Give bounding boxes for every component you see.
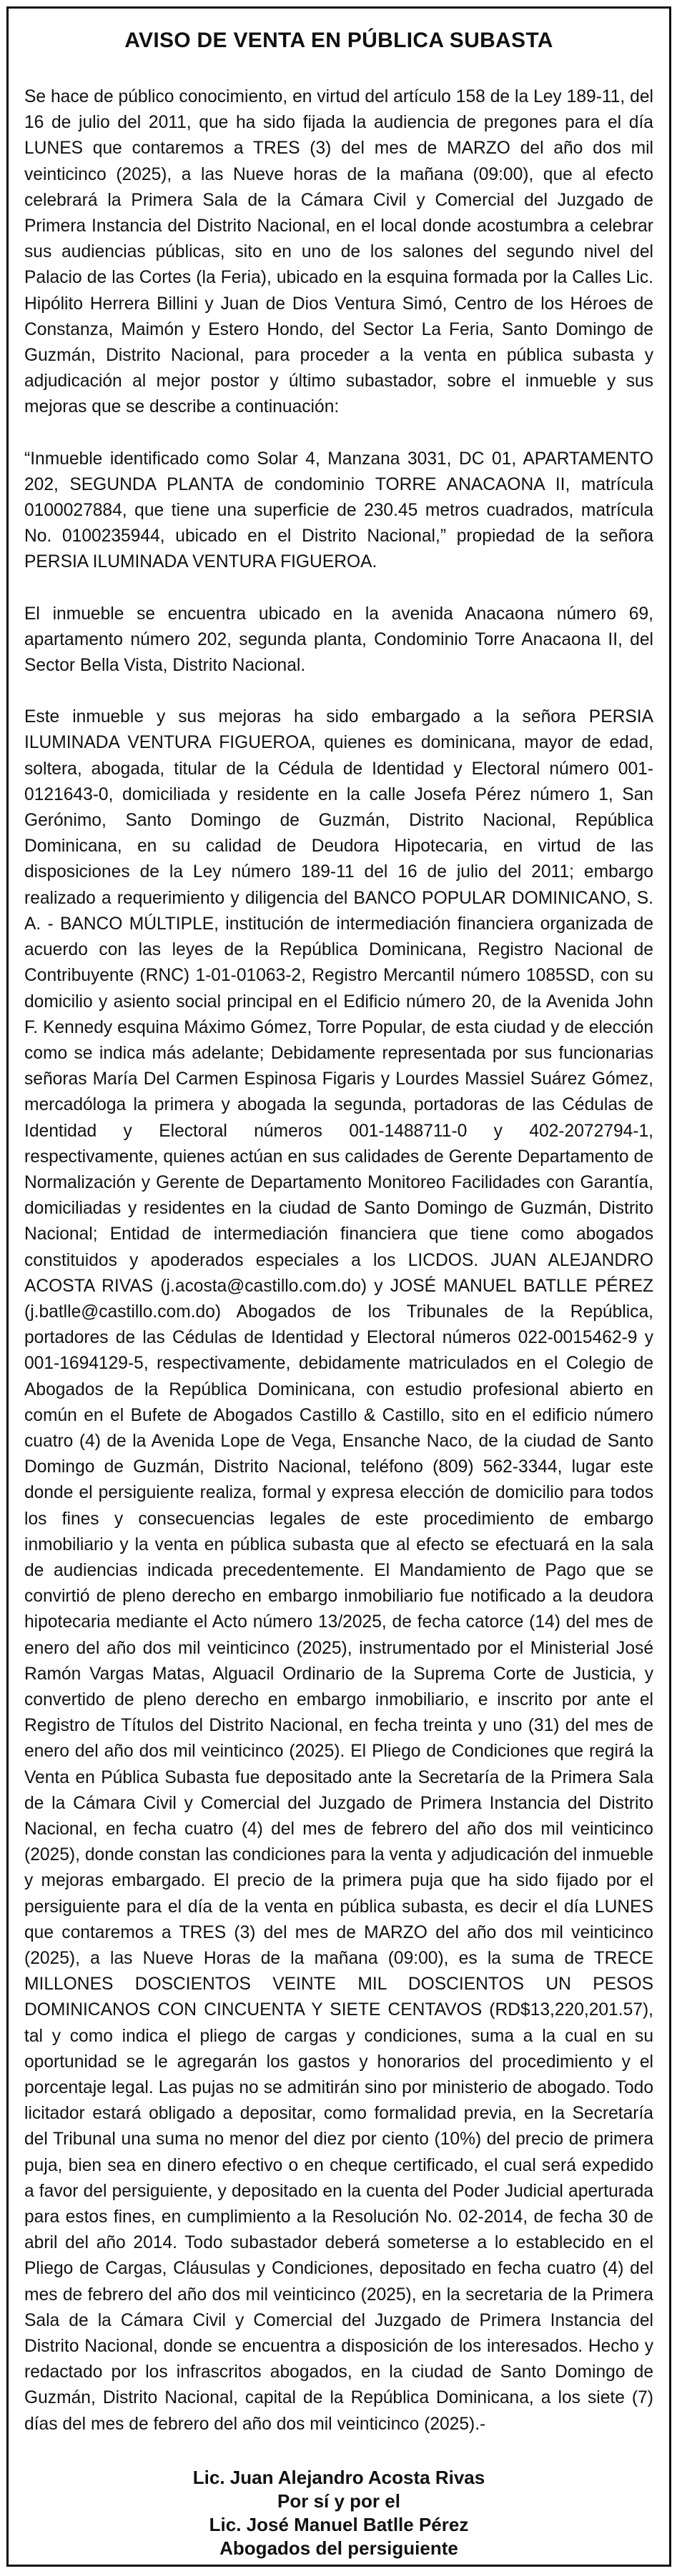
paragraph-property-description: “Inmueble identificado como Solar 4, Manzana 3031, DC 01, APARTAMENTO 202, SEGUNDA PLANTA de condominio TORRE ANACAONA II, matrícula 0100027884, que tiene una superficie de 230.45 metros cuadrados, matrícula No. 0100235944, ubicado en el Distrito Nacional,” propiedad de la señora PERSIA ILUMINADA VENTURA FIGUEROA. [24,449,653,572]
paragraph-hearing: Se hace de público conocimiento, en virtud del artículo 158 de la Ley 189-11, del 16 de julio del 2011, que ha sido fijada la audiencia de pregones para el día LUNES que contaremos a TRES (3) del mes de MARZO del año dos mil veinticinco (2025), a las Nueve horas de la mañana (09:00), que al efecto celebrará la Primera Sala de la Cámara Civil y Comercial del Juzgado de Primera Instancia del Distrito Nacional, en el local donde acostumbra a celebrar sus audiencias públicas, sito en uno de los salones del segundo nivel del Palacio de las Cortes (la Feria), ubicado en la esquina formada por la Calles Lic. Hipólito Herrera Billini y Juan de Dios Ventura Simó, Centro de los Héroes de Constanza, Maimón y Estero Hondo, del Sector La Feria, Santo Domingo de Guzmán, Distrito Nacional, para proceder a la venta en pública subasta y adjudicación al mejor postor y último subastador, sobre el inmueble y sus mejoras que se describe a continuación: [24,87,653,417]
paragraph-property-location: El inmueble se encuentra ubicado en la avenida Anacaona número 69, apartamento número 202, segunda planta, Condominio Torre Anacaona II, del Sector Bella Vista, Distrito Nacional. [24,604,653,676]
legal-notice [6,6,671,2567]
signature-block [24,2466,653,2560]
signature-role: Abogados del persiguiente [219,2537,458,2559]
notice-title: AVISO DE VENTA EN PÚBLICA SUBASTA [124,29,553,52]
signature-name-secondary: Lic. José Manuel Batlle Pérez [209,2513,469,2535]
signature-connector: Por sí y por el [277,2490,400,2512]
signature-name-primary: Lic. Juan Alejandro Acosta Rivas [192,2466,485,2488]
paragraph-seizure-details: Este inmueble y sus mejoras ha sido embargado a la señora PERSIA ILUMINADA VENTURA FIGUEROA, quienes es dominicana, mayor de edad, soltera, abogada, titular de la Cédula de Identidad y Electoral número 001-0121643-0, domiciliada y residente en la calle Josefa Pérez número 1, San Gerónimo, Santo Domingo de Guzmán, Distrito Nacional, República Dominicana, en su calidad de Deudora Hipotecaria, en virtud de las disposiciones de la Ley número 189-11 del 16 de julio del 2011; embargo realizado a requerimiento y diligencia del BANCO POPULAR DOMINICANO, S. A. - BANCO MÚLTIPLE, institución de intermediación financiera organizada de acuerdo con las leyes de la República Dominicana, Registro Nacional de Contribuyente (RNC) 1-01-01063-2, Registro Mercantil número 1085SD, con su domicilio y asiento social principal en el Edificio número 20, de la Avenida John F. Kennedy esquina Máximo Gómez, Torre Popular, de esta ciudad y de elección como se indica más adelante; Debidamente representada por sus funcionarias señoras María Del Carmen Espinosa Figaris y Lourdes Massiel Suárez Gómez, mercadóloga la primera y abogada la segunda, portadoras de las Cédulas de Identidad y Electoral números 001-1488711-0 y 402-2072794-1, respectivamente, quienes actúan en sus calidades de Gerente Departamento de Normalización y Gerente de Departamento Monitoreo Facilidades con Garantía, domiciliadas y residentes en la ciudad de Santo Domingo de Guzmán, Distrito Nacional; Entidad de intermediación financiera que tiene como abogados constituidos y apoderados especiales a los LICDOS. JUAN ALEJANDRO ACOSTA RIVAS (j.acosta@castillo.com.do) y JOSÉ MANUEL BATLLE PÉREZ (j.batlle@castillo.com.do) Abogados de los Tribunales de la República, portadores de las Cédulas de Identidad y Electoral números 022-0015462-9 y 001-1694129-5, respectivamente, debidamente matriculados en el Colegio de Abogados de la República Dominicana, con estudio profesional abierto en común en el Bufete de Abogados Castillo & Castillo, sito en el edificio número cuatro (4) de la Avenida Lope de Vega, Ensanche Naco, de la ciudad de Santo Domingo de Guzmán, Distrito Nacional, teléfono (809) 562-3344, lugar este donde el persiguiente realiza, formal y expresa elección de domicilio para todos los fines y consecuencias legales de este procedimiento de embargo inmobiliario y la venta en pública subasta que al efecto se efectuará en la sala de audiencias indicada precedentemente. El Mandamiento de Pago que se convirtió de pleno derecho en embargo inmobiliario fue notificado a la deudora hipotecaria mediante el Acto número 13/2025, de fecha catorce (14) del mes de enero del año dos mil veinticinco (2025), instrumentado por el Ministerial José Ramón Vargas Matas, Alguacil Ordinario de la Suprema Corte de Justicia, y convertido de pleno derecho en embargo inmobiliario, e inscrito por ante el Registro de Títulos del Distrito Nacional, en fecha treinta y uno (31) del mes de enero del año dos mil veinticinco (2025). El Pliego de Condiciones que regirá la Venta en Pública Subasta fue depositado ante la Secretaría de la Primera Sala de la Cámara Civil y Comercial del Juzgado de Primera Instancia del Distrito Nacional, en fecha cuatro (4) del mes de febrero del año dos mil veinticinco (2025), donde constan las condiciones para la venta y adjudicación del inmueble y mejoras embargado. El precio de la primera puja que ha sido fijado por el persiguiente para el día de la venta en pública subasta, es decir el día LUNES que contaremos a TRES (3) del mes de MARZO del año dos mil veinticinco (2025), a las Nueve Horas de la mañana (09:00), es la suma de TRECE MILLONES DOSCIENTOS VEINTE MIL DOSCIENTOS UN PESOS DOMINICANOS CON CINCUENTA Y SIETE CENTAVOS (RD$13,220,201.57), tal y como indica el pliego de cargas y condiciones, suma a la cual en su oportunidad se le agregarán los gastos y honorarios del procedimiento y el porcentaje legal. Las pujas no se admitirán sino por ministerio de abogado. Todo licitador estará obligado a depositar, como formalidad previa, en la Secretaría del Tribunal una suma no menor del diez por ciento (10%) del precio de primera puja, bien sea en dinero efectivo o en cheque certificado, el cual será expedido a favor del persiguiente, y depositado en la cuenta del Poder Judicial aperturada para estos fines, en cumplimiento a la Resolución No. 02-2014, de fecha 30 de abril del año 2014. Todo subastador deberá someterse a lo establecido en el Pliego de Cargas, Cláusulas y Condiciones, depositado en fecha cuatro (4) del mes de febrero del año dos mil veinticinco (2025), en la secretaria de la Primera Sala de la Cámara Civil y Comercial del Juzgado de Primera Instancia del Distrito Nacional, donde se encuentra a disposición de los interesados. Hecho y redactado por los infrascritos abogados, en la ciudad de Santo Domingo de Guzmán, Distrito Nacional, capital de la República Dominicana, a los siete (7) días del mes de febrero del año dos mil veinticinco (2025).- [24,707,653,2434]
